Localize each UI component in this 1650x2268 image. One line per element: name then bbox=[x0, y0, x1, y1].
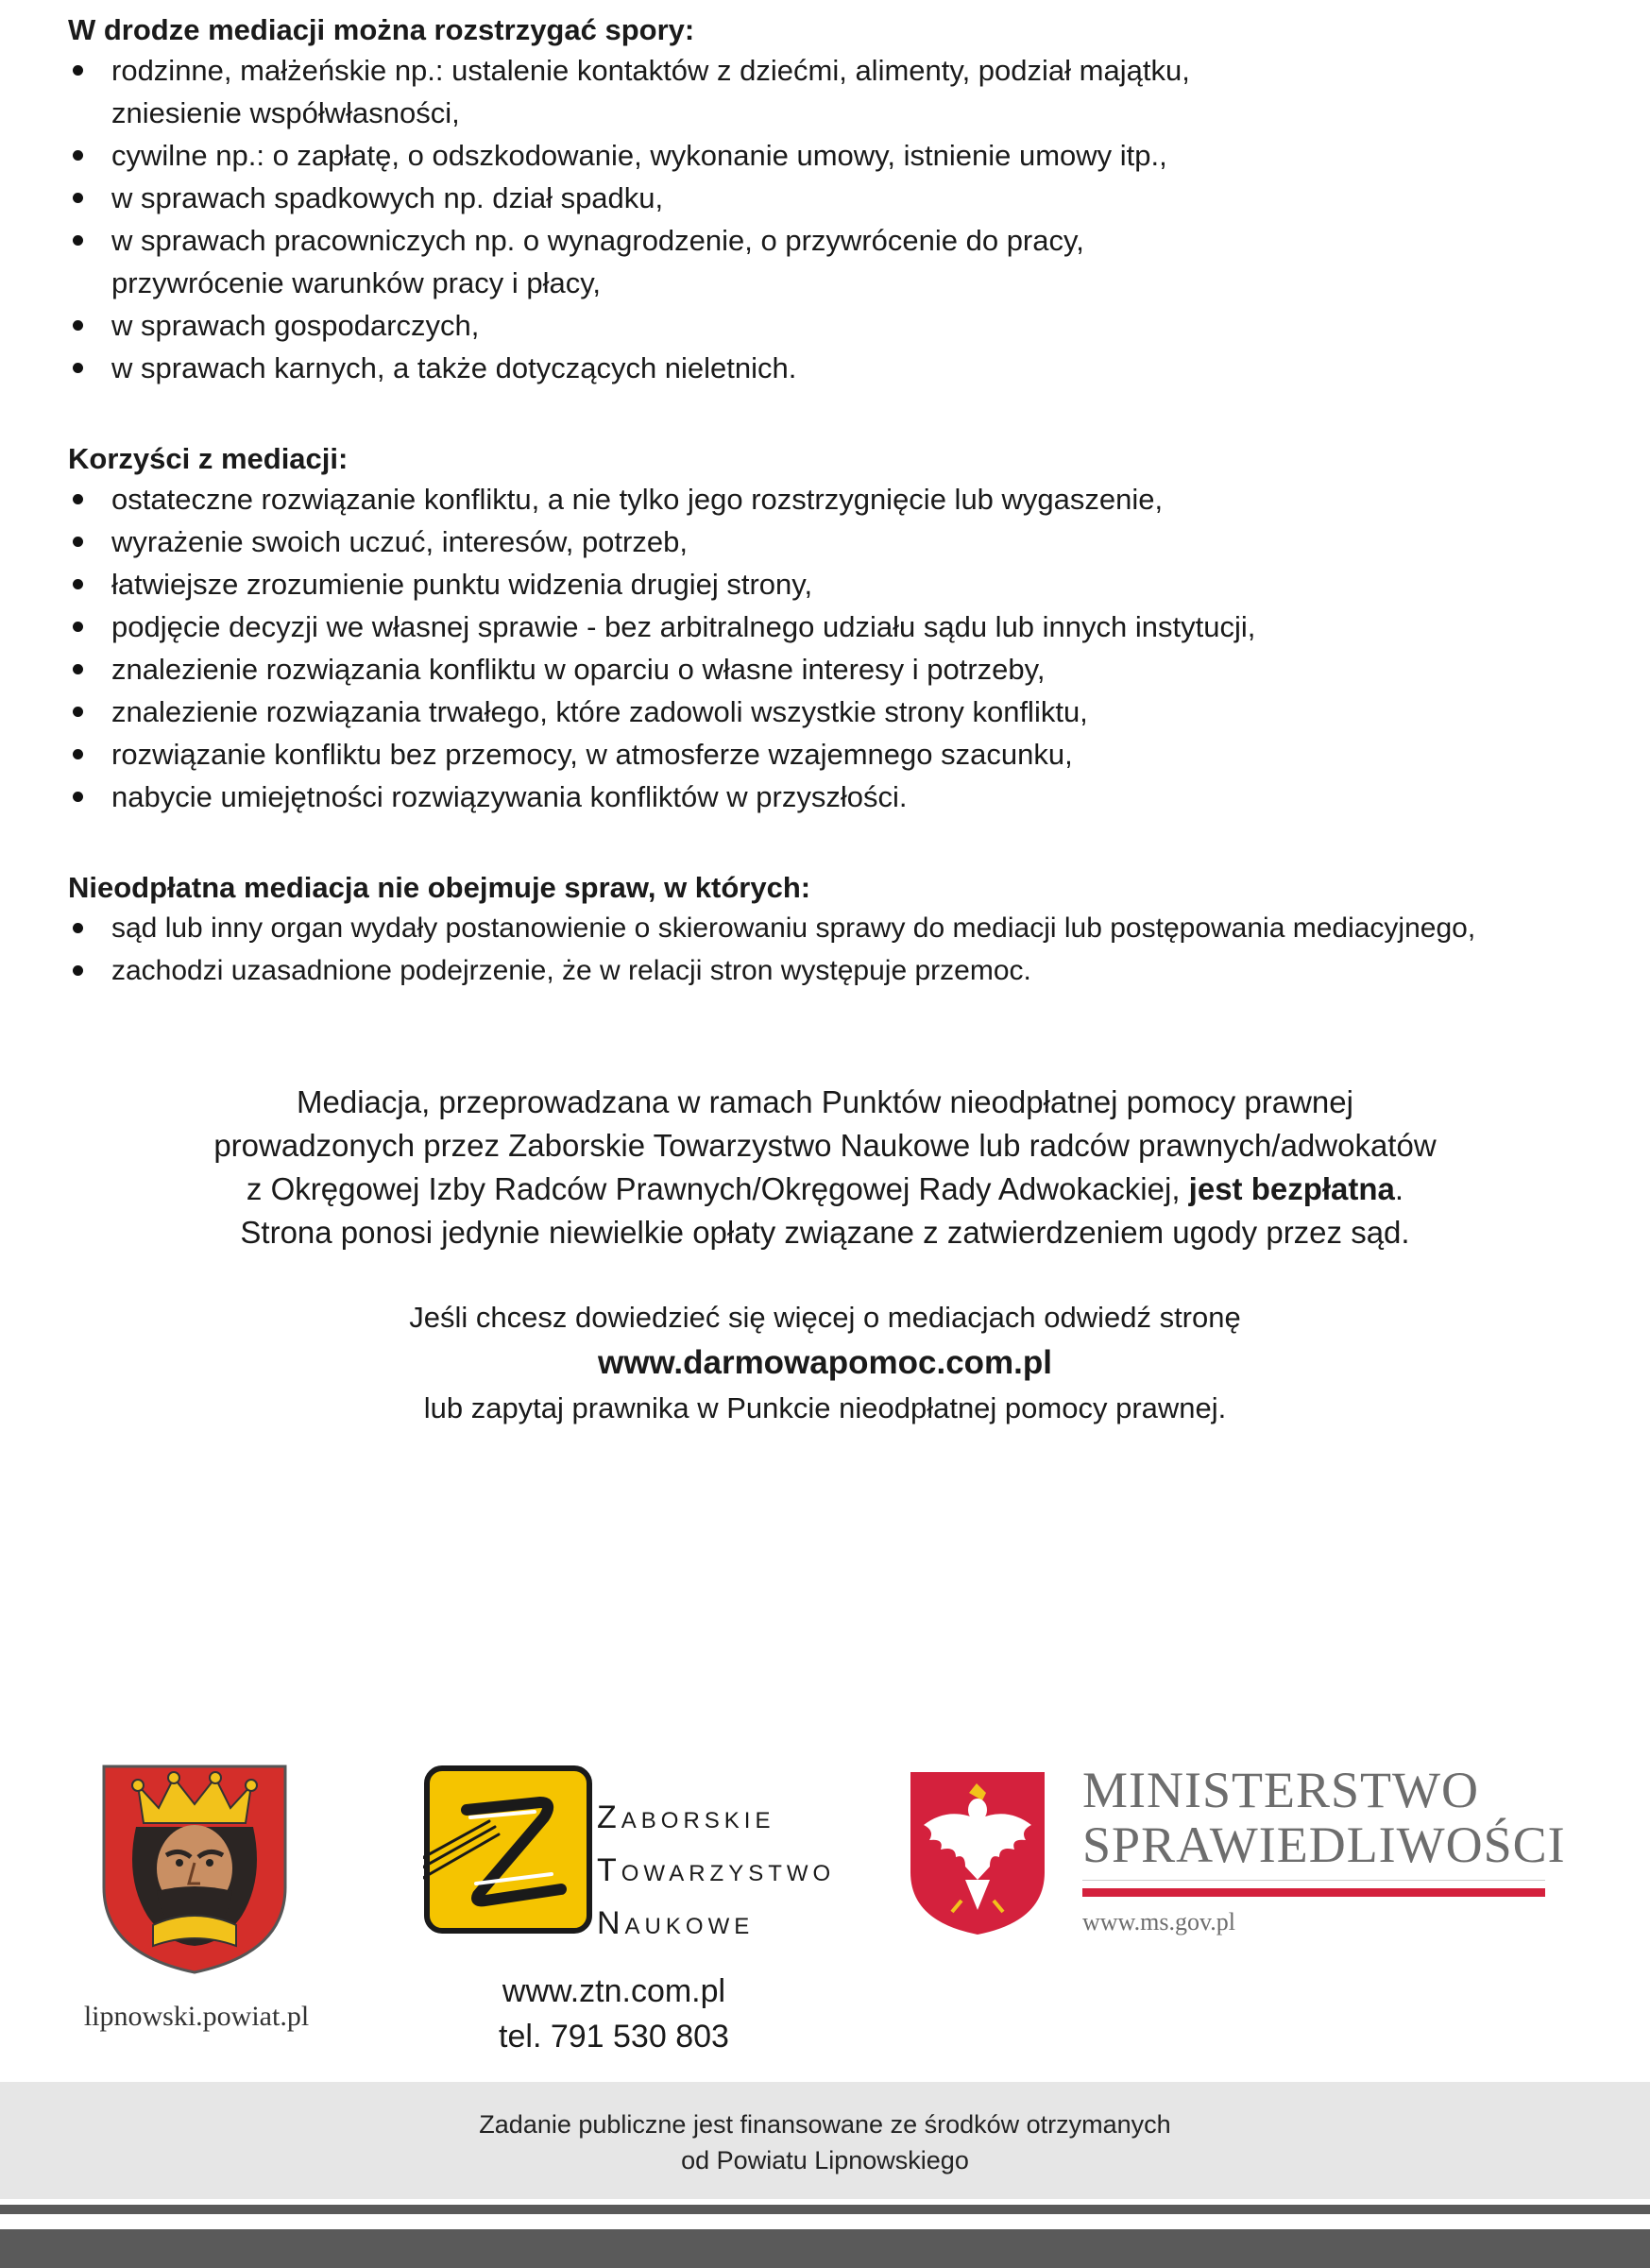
list-item: ostateczne rozwiązanie konfliktu, a nie tylko jego rozstrzygnięcie lub wygaszenie, bbox=[68, 478, 1617, 520]
ztn-line-2: Towarzystwo bbox=[597, 1852, 836, 1888]
more-line-2: lub zapytaj prawnika w Punkcie nieodpłatnej pomocy prawnej. bbox=[423, 1391, 1227, 1424]
list-item: znalezienie rozwiązania trwałego, które zadowoli wszystkie strony konfliktu, bbox=[68, 691, 1617, 733]
list-item: znalezienie rozwiązania konfliktu w oparciu o własne interesy i potrzeby, bbox=[68, 648, 1617, 691]
ztn-phone: tel. 791 530 803 bbox=[499, 2019, 729, 2055]
disputes-heading: W drodze mediacji można rozstrzygać spory: bbox=[68, 13, 695, 46]
ministry-url[interactable]: www.ms.gov.pl bbox=[1082, 1908, 1236, 1935]
info-line-4: Strona ponosi jedynie niewielkie opłaty związane z zatwierdzeniem ugody przez sąd. bbox=[240, 1215, 1410, 1250]
exclusions-list bbox=[68, 907, 1617, 992]
list-item: wyrażenie swoich uczuć, interesów, potrzeb, bbox=[68, 520, 1617, 563]
list-item-continuation: zniesienie współwłasności, bbox=[111, 96, 460, 129]
powiat-logo bbox=[45, 1765, 348, 2038]
disputes-section bbox=[68, 11, 1617, 389]
list-item: w sprawach gospodarczych, bbox=[68, 304, 1617, 347]
footer-stripe-thick bbox=[0, 2229, 1650, 2268]
footer-funding-note bbox=[0, 2082, 1650, 2199]
ministry-line-1: MINISTERSTWO bbox=[1082, 1762, 1479, 1818]
info-paragraph bbox=[0, 1081, 1650, 1254]
more-line-1: Jeśli chcesz dowiedzieć się więcej o mediacjach odwiedź stronę bbox=[409, 1301, 1241, 1334]
ministry-flag-stripe bbox=[1082, 1880, 1545, 1897]
powiat-url[interactable]: lipnowski.powiat.pl bbox=[83, 2001, 310, 2032]
info-line-2: prowadzonych przez Zaborskie Towarzystwo Naukowe lub radców prawnych/adwokatów bbox=[213, 1128, 1437, 1163]
list-item: nabycie umiejętności rozwiązywania konfliktów w przyszłości. bbox=[68, 776, 1617, 818]
ztn-url[interactable]: www.ztn.com.pl bbox=[502, 1973, 726, 2009]
list-item: podjęcie decyzji we własnej sprawie - bez arbitralnego udziału sądu lub innych instytucji, bbox=[68, 605, 1617, 648]
info-line-1: Mediacja, przeprowadzana w ramach Punktów nieodpłatnej pomocy prawnej bbox=[297, 1084, 1353, 1119]
darmowapomoc-link[interactable]: www.darmowapomoc.com.pl bbox=[598, 1344, 1052, 1381]
list-item: zachodzi uzasadnione podejrzenie, że w relacji stron występuje przemoc. bbox=[68, 949, 1617, 992]
free-emphasis: jest bezpłatna bbox=[1188, 1171, 1395, 1206]
list-item: cywilne np.: o zapłatę, o odszkodowanie, wykonanie umowy, istnienie umowy itp., bbox=[68, 134, 1617, 177]
list-item-continuation: przywrócenie warunków pracy i płacy, bbox=[111, 266, 602, 299]
footer-stripe-thin bbox=[0, 2205, 1650, 2214]
ztn-line-1: Zaborskie bbox=[597, 1799, 775, 1835]
list-item: w sprawach pracowniczych np. o wynagrodzenie, o przywrócenie do pracy, bbox=[68, 219, 1617, 262]
disputes-list bbox=[68, 49, 1617, 389]
benefits-section bbox=[68, 440, 1617, 818]
list-item: rodzinne, małżeńskie np.: ustalenie kontaktów z dziećmi, alimenty, podział majątku, bbox=[68, 49, 1617, 92]
powiat-coat-of-arms-icon bbox=[100, 1765, 289, 1974]
footer-line-1: Zadanie publiczne jest finansowane ze środków otrzymanych bbox=[479, 2110, 1171, 2139]
footer-line-2: od Powiatu Lipnowskiego bbox=[681, 2146, 969, 2174]
list-item: łatwiejsze zrozumienie punktu widzenia drugiej strony, bbox=[68, 563, 1617, 605]
list-item: w sprawach karnych, a także dotyczących nieletnich. bbox=[68, 347, 1617, 389]
ztn-line-3: Naukowe bbox=[597, 1905, 755, 1941]
list-item: w sprawach spadkowych np. dział spadku, bbox=[68, 177, 1617, 219]
ztn-wordmark bbox=[597, 1791, 835, 1950]
ministry-wordmark bbox=[1082, 1763, 1566, 1872]
ztn-contact bbox=[416, 1969, 812, 2059]
ztn-emblem-icon bbox=[423, 1765, 593, 1935]
exclusions-heading: Nieodpłatna mediacja nie obejmuje spraw, w których: bbox=[68, 871, 811, 904]
more-info bbox=[0, 1296, 1650, 1430]
list-item: rozwiązanie konfliktu bez przemocy, w atmosferze wzajemnego szacunku, bbox=[68, 733, 1617, 776]
benefits-heading: Korzyści z mediacji: bbox=[68, 442, 349, 475]
ministry-line-2: SPRAWIEDLIWOŚCI bbox=[1082, 1816, 1566, 1873]
exclusions-section bbox=[68, 869, 1617, 992]
info-line-3: z Okręgowej Izby Radców Prawnych/Okręgowej Rady Adwokackiej, jest bezpłatna. bbox=[246, 1171, 1404, 1206]
ministry-logo bbox=[907, 1763, 1606, 1952]
benefits-list bbox=[68, 478, 1617, 818]
polish-eagle-icon bbox=[907, 1768, 1048, 1938]
list-item: sąd lub inny organ wydały postanowienie o skierowaniu sprawy do mediacji lub postępowania mediacyjnego, bbox=[68, 907, 1617, 949]
ztn-logo bbox=[416, 1763, 836, 2065]
